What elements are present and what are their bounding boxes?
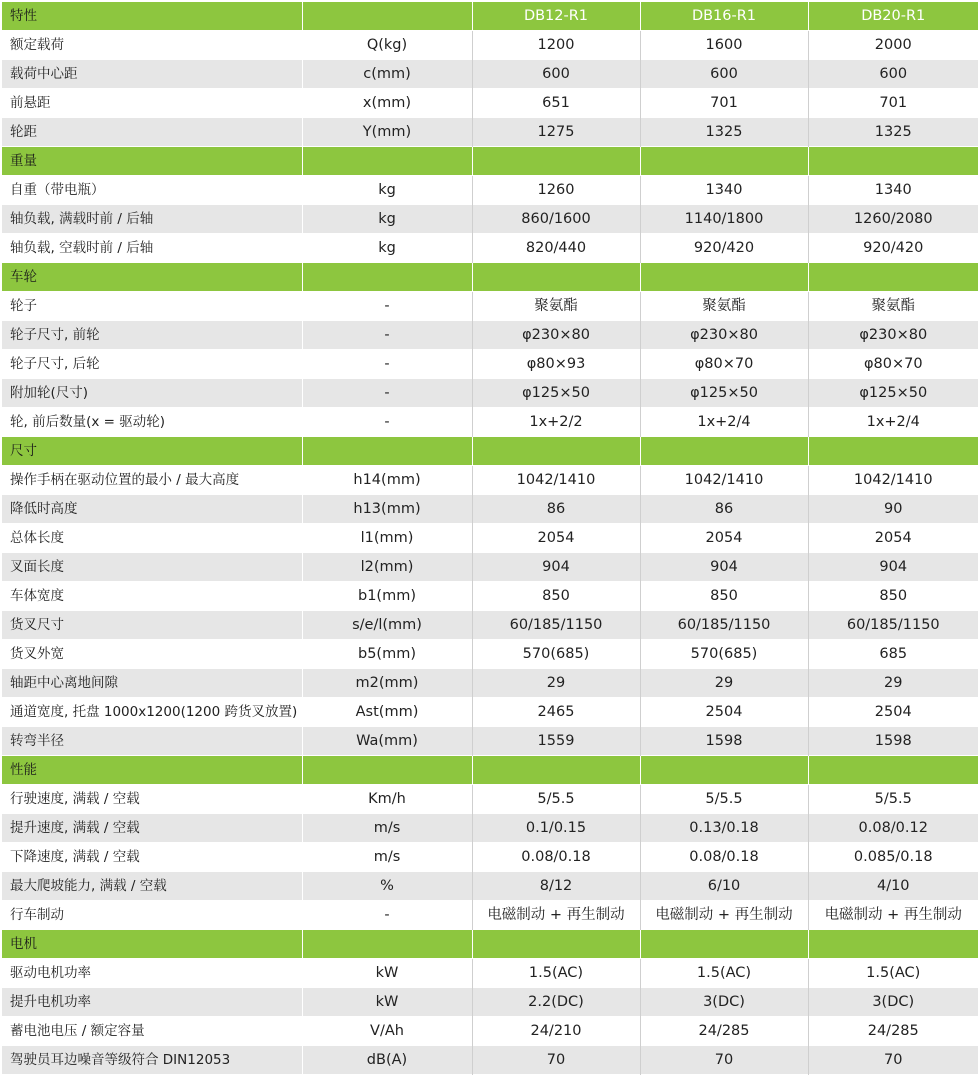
row-value: 1598 — [640, 727, 808, 756]
table-row — [2, 1046, 978, 1075]
row-unit: Km/h — [302, 785, 472, 814]
row-unit: m2(mm) — [302, 669, 472, 698]
section-header — [2, 147, 978, 176]
section-title: 重量 — [2, 147, 302, 176]
table-row — [2, 60, 978, 89]
row-value: 570(685) — [472, 640, 640, 669]
row-value: 2054 — [472, 524, 640, 553]
row-label: 额定载荷 — [2, 31, 302, 60]
section-spacer — [302, 2, 472, 31]
row-value: 90 — [808, 495, 978, 524]
section-spacer — [472, 147, 640, 176]
row-unit: Wa(mm) — [302, 727, 472, 756]
row-value: 2465 — [472, 698, 640, 727]
row-value: 1340 — [808, 176, 978, 205]
table-row — [2, 669, 978, 698]
row-value: 0.1/0.15 — [472, 814, 640, 843]
section-spacer — [808, 756, 978, 785]
row-unit: - — [302, 379, 472, 408]
row-label: 下降速度, 满载 / 空载 — [2, 843, 302, 872]
row-value: 0.13/0.18 — [640, 814, 808, 843]
section-header — [2, 930, 978, 959]
model-header: DB16-R1 — [640, 2, 808, 31]
row-label: 轮子尺寸, 前轮 — [2, 321, 302, 350]
row-unit: m/s — [302, 814, 472, 843]
row-value: φ125×50 — [808, 379, 978, 408]
row-label: 驾驶员耳边噪音等级符合 DIN12053 — [2, 1046, 302, 1075]
row-unit: kg — [302, 176, 472, 205]
row-value: 701 — [808, 89, 978, 118]
row-value: 820/440 — [472, 234, 640, 263]
row-unit: - — [302, 321, 472, 350]
row-label: 轮, 前后数量(x = 驱动轮) — [2, 408, 302, 437]
row-value: 2.2(DC) — [472, 988, 640, 1017]
table-row — [2, 31, 978, 60]
table-row — [2, 1017, 978, 1046]
row-value: 24/210 — [472, 1017, 640, 1046]
section-title: 特性 — [2, 2, 302, 31]
row-value: 1042/1410 — [808, 466, 978, 495]
row-label: 轴负载, 满载时前 / 后轴 — [2, 205, 302, 234]
row-label: 轮子尺寸, 后轮 — [2, 350, 302, 379]
row-label: 前悬距 — [2, 89, 302, 118]
section-spacer — [302, 930, 472, 959]
row-value: 920/420 — [808, 234, 978, 263]
section-spacer — [640, 756, 808, 785]
table-row — [2, 292, 978, 321]
table-row — [2, 205, 978, 234]
row-value: 904 — [472, 553, 640, 582]
row-value: 600 — [640, 60, 808, 89]
row-value: 5/5.5 — [640, 785, 808, 814]
row-value: 1325 — [640, 118, 808, 147]
row-unit: h13(mm) — [302, 495, 472, 524]
row-value: 1325 — [808, 118, 978, 147]
row-label: 轮距 — [2, 118, 302, 147]
row-unit: s/e/l(mm) — [302, 611, 472, 640]
row-value: 1598 — [808, 727, 978, 756]
table-row — [2, 321, 978, 350]
row-value: 1x+2/4 — [808, 408, 978, 437]
row-unit: h14(mm) — [302, 466, 472, 495]
row-unit: b5(mm) — [302, 640, 472, 669]
row-value: 0.08/0.18 — [640, 843, 808, 872]
row-label: 通道宽度, 托盘 1000x1200(1200 跨货叉放置) — [2, 698, 302, 727]
row-value: 1600 — [640, 31, 808, 60]
row-value: φ80×70 — [808, 350, 978, 379]
row-value: 1260/2080 — [808, 205, 978, 234]
row-value: 29 — [640, 669, 808, 698]
row-value: 0.08/0.12 — [808, 814, 978, 843]
row-value: φ125×50 — [472, 379, 640, 408]
row-unit: Q(kg) — [302, 31, 472, 60]
row-unit: kg — [302, 234, 472, 263]
table-row — [2, 727, 978, 756]
row-value: 1042/1410 — [472, 466, 640, 495]
row-unit: l2(mm) — [302, 553, 472, 582]
row-value: 29 — [808, 669, 978, 698]
section-title: 车轮 — [2, 263, 302, 292]
table-row — [2, 843, 978, 872]
row-value: 86 — [472, 495, 640, 524]
row-value: 2054 — [808, 524, 978, 553]
row-value: 2054 — [640, 524, 808, 553]
section-spacer — [808, 263, 978, 292]
table-row — [2, 959, 978, 988]
row-value: 聚氨酯 — [640, 292, 808, 321]
row-value: 29 — [472, 669, 640, 698]
table-row — [2, 698, 978, 727]
table-row — [2, 872, 978, 901]
table-row — [2, 988, 978, 1017]
section-title: 尺寸 — [2, 437, 302, 466]
row-unit: kW — [302, 988, 472, 1017]
section-spacer — [302, 756, 472, 785]
section-spacer — [472, 756, 640, 785]
row-label: 车体宽度 — [2, 582, 302, 611]
row-unit: Ast(mm) — [302, 698, 472, 727]
table-row — [2, 350, 978, 379]
section-header — [2, 437, 978, 466]
table-row — [2, 118, 978, 147]
row-value: φ230×80 — [640, 321, 808, 350]
table-row — [2, 901, 978, 930]
table-row — [2, 524, 978, 553]
row-value: 70 — [808, 1046, 978, 1075]
row-value: 850 — [472, 582, 640, 611]
row-value: 850 — [640, 582, 808, 611]
table-row — [2, 408, 978, 437]
row-value: 701 — [640, 89, 808, 118]
row-unit: b1(mm) — [302, 582, 472, 611]
row-label: 行车制动 — [2, 901, 302, 930]
row-value: 60/185/1150 — [640, 611, 808, 640]
row-value: 1275 — [472, 118, 640, 147]
row-label: 总体长度 — [2, 524, 302, 553]
row-value: 1042/1410 — [640, 466, 808, 495]
table-row — [2, 582, 978, 611]
row-unit: V/Ah — [302, 1017, 472, 1046]
row-value: 0.085/0.18 — [808, 843, 978, 872]
row-value: 1559 — [472, 727, 640, 756]
row-value: φ80×93 — [472, 350, 640, 379]
row-value: 1x+2/4 — [640, 408, 808, 437]
row-label: 轴距中心离地间隙 — [2, 669, 302, 698]
row-unit: - — [302, 408, 472, 437]
row-value: 2000 — [808, 31, 978, 60]
row-value: 3(DC) — [808, 988, 978, 1017]
table-row — [2, 379, 978, 408]
row-value: 1x+2/2 — [472, 408, 640, 437]
row-label: 行驶速度, 满载 / 空载 — [2, 785, 302, 814]
section-title: 电机 — [2, 930, 302, 959]
row-value: φ230×80 — [808, 321, 978, 350]
table-row — [2, 553, 978, 582]
row-unit: Y(mm) — [302, 118, 472, 147]
row-value: 电磁制动 + 再生制动 — [472, 901, 640, 930]
row-label: 附加轮(尺寸) — [2, 379, 302, 408]
spec-table — [2, 2, 978, 1075]
row-value: 920/420 — [640, 234, 808, 263]
row-value: 5/5.5 — [472, 785, 640, 814]
row-value: 86 — [640, 495, 808, 524]
row-value: 电磁制动 + 再生制动 — [640, 901, 808, 930]
row-value: 3(DC) — [640, 988, 808, 1017]
model-header: DB12-R1 — [472, 2, 640, 31]
row-value: 60/185/1150 — [808, 611, 978, 640]
section-title: 性能 — [2, 756, 302, 785]
row-value: 2504 — [640, 698, 808, 727]
row-label: 自重（带电瓶） — [2, 176, 302, 205]
table-row — [2, 814, 978, 843]
row-value: 600 — [472, 60, 640, 89]
table-row — [2, 89, 978, 118]
row-value: φ125×50 — [640, 379, 808, 408]
row-unit: kW — [302, 959, 472, 988]
table-row — [2, 466, 978, 495]
section-spacer — [640, 263, 808, 292]
table-row — [2, 785, 978, 814]
row-label: 驱动电机功率 — [2, 959, 302, 988]
row-unit: c(mm) — [302, 60, 472, 89]
section-header — [2, 263, 978, 292]
section-header — [2, 756, 978, 785]
table-row — [2, 176, 978, 205]
section-spacer — [808, 437, 978, 466]
row-value: 6/10 — [640, 872, 808, 901]
row-value: 651 — [472, 89, 640, 118]
row-value: 24/285 — [640, 1017, 808, 1046]
row-value: 5/5.5 — [808, 785, 978, 814]
row-value: 1340 — [640, 176, 808, 205]
row-label: 叉面长度 — [2, 553, 302, 582]
section-spacer — [472, 263, 640, 292]
spec-table-body — [2, 2, 978, 1075]
row-unit: - — [302, 901, 472, 930]
row-value: φ230×80 — [472, 321, 640, 350]
row-value: 685 — [808, 640, 978, 669]
row-label: 轮子 — [2, 292, 302, 321]
row-unit: % — [302, 872, 472, 901]
row-unit: - — [302, 350, 472, 379]
row-value: 1.5(AC) — [472, 959, 640, 988]
section-spacer — [472, 437, 640, 466]
row-value: 1140/1800 — [640, 205, 808, 234]
row-value: 0.08/0.18 — [472, 843, 640, 872]
row-value: 850 — [808, 582, 978, 611]
row-label: 最大爬坡能力, 满载 / 空载 — [2, 872, 302, 901]
section-spacer — [302, 263, 472, 292]
section-spacer — [640, 437, 808, 466]
row-unit: m/s — [302, 843, 472, 872]
row-unit: kg — [302, 205, 472, 234]
row-value: 2504 — [808, 698, 978, 727]
section-spacer — [472, 930, 640, 959]
section-spacer — [808, 930, 978, 959]
section-spacer — [640, 147, 808, 176]
section-header — [2, 2, 978, 31]
row-label: 蓄电池电压 / 额定容量 — [2, 1017, 302, 1046]
row-value: 8/12 — [472, 872, 640, 901]
row-value: 1200 — [472, 31, 640, 60]
section-spacer — [808, 147, 978, 176]
row-unit: l1(mm) — [302, 524, 472, 553]
row-value: 聚氨酯 — [472, 292, 640, 321]
section-spacer — [302, 437, 472, 466]
row-value: 70 — [640, 1046, 808, 1075]
row-value: 电磁制动 + 再生制动 — [808, 901, 978, 930]
row-value: 570(685) — [640, 640, 808, 669]
row-value: 聚氨酯 — [808, 292, 978, 321]
row-value: φ80×70 — [640, 350, 808, 379]
row-value: 904 — [808, 553, 978, 582]
section-spacer — [640, 930, 808, 959]
row-value: 904 — [640, 553, 808, 582]
row-unit: dB(A) — [302, 1046, 472, 1075]
section-spacer — [302, 147, 472, 176]
row-label: 转弯半径 — [2, 727, 302, 756]
row-label: 操作手柄在驱动位置的最小 / 最大高度 — [2, 466, 302, 495]
row-label: 货叉尺寸 — [2, 611, 302, 640]
row-value: 600 — [808, 60, 978, 89]
row-value: 24/285 — [808, 1017, 978, 1046]
row-value: 1260 — [472, 176, 640, 205]
row-label: 货叉外宽 — [2, 640, 302, 669]
row-value: 70 — [472, 1046, 640, 1075]
row-label: 载荷中心距 — [2, 60, 302, 89]
model-header: DB20-R1 — [808, 2, 978, 31]
row-value: 860/1600 — [472, 205, 640, 234]
table-row — [2, 234, 978, 263]
row-label: 降低时高度 — [2, 495, 302, 524]
row-value: 1.5(AC) — [640, 959, 808, 988]
row-label: 提升速度, 满载 / 空载 — [2, 814, 302, 843]
table-row — [2, 495, 978, 524]
row-value: 60/185/1150 — [472, 611, 640, 640]
table-row — [2, 640, 978, 669]
row-unit: - — [302, 292, 472, 321]
row-value: 1.5(AC) — [808, 959, 978, 988]
row-value: 4/10 — [808, 872, 978, 901]
table-row — [2, 611, 978, 640]
row-unit: x(mm) — [302, 89, 472, 118]
row-label: 轴负载, 空载时前 / 后轴 — [2, 234, 302, 263]
row-label: 提升电机功率 — [2, 988, 302, 1017]
